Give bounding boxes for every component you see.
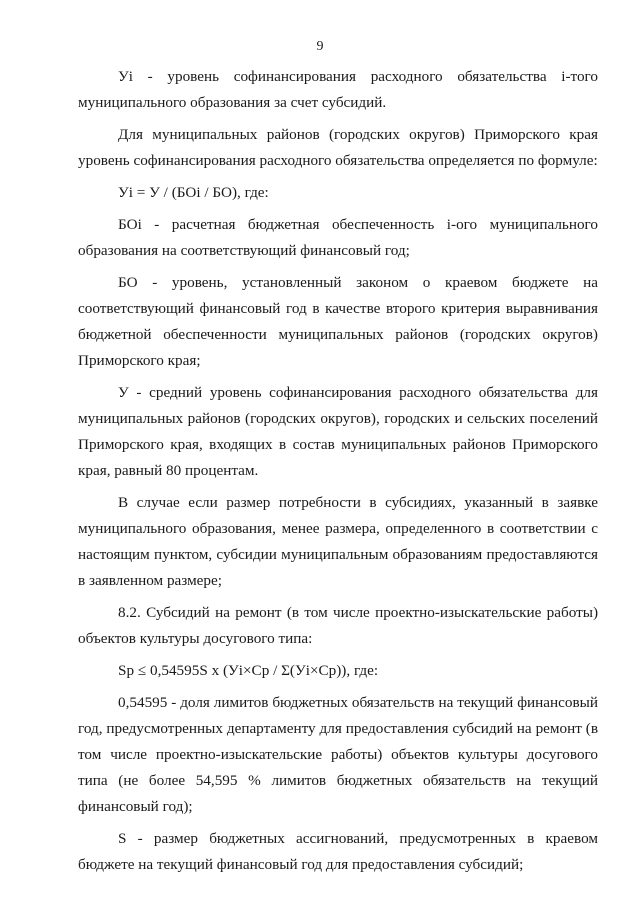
paragraph-formula-intro: Для муниципальных районов (городских округов) Приморского края уровень софинансирования расходного обязательства определяется по формуле: (78, 126, 598, 169)
paragraph-section-8-2: 8.2. Субсидий на ремонт (в том числе проектно-изыскательские работы) объектов культуры досугового типа: (78, 604, 598, 647)
document-body (78, 64, 598, 884)
formula-sp: Sp ≤ 0,54595S x (Уi×Cp / Σ(Уi×Cp)), где: (118, 662, 379, 679)
paragraph-share-definition: 0,54595 - доля лимитов бюджетных обязательств на текущий финансовый год, предусмотренных департаменту для предоставления субсидий на ремонт (в том числе проектно-изыскательские работы) объектов культуры досугового типа (не более 54,595 % лимитов бюджетных обязательств на текущий финансовый год); (78, 694, 598, 815)
paragraph-boi-definition: БОi - расчетная бюджетная обеспеченность i-ого муниципального образования на соответствующий финансовый год; (78, 216, 598, 259)
paragraph-subsidy-case: В случае если размер потребности в субсидиях, указанный в заявке муниципального образования, менее размера, определенного в соответствии с настоящим пунктом, субсидии муниципальным образованиям предоставляются в заявленном размере; (78, 494, 598, 589)
paragraph-yi-definition: Уi - уровень софинансирования расходного обязательства i-того муниципального образования за счет субсидий. (78, 68, 598, 111)
paragraph-s-definition: S - размер бюджетных ассигнований, предусмотренных в краевом бюджете на текущий финансовый год для предоставления субсидий; (78, 830, 598, 873)
paragraph-bo-definition: БО - уровень, установленный законом о краевом бюджете на соответствующий финансовый год в качестве второго критерия выравнивания бюджетной обеспеченности муниципальных районов (городских округов) Приморского края; (78, 274, 598, 369)
formula-yi: Уi = У / (БОi / БО), где: (118, 184, 269, 201)
page-number: 9 (316, 39, 324, 54)
paragraph-y-definition: У - средний уровень софинансирования расходного обязательства для муниципальных районов (городских округов), городских и сельских поселений Приморского края, входящих в состав муниципальных районов Приморского края, равный 80 процентам. (78, 384, 598, 479)
